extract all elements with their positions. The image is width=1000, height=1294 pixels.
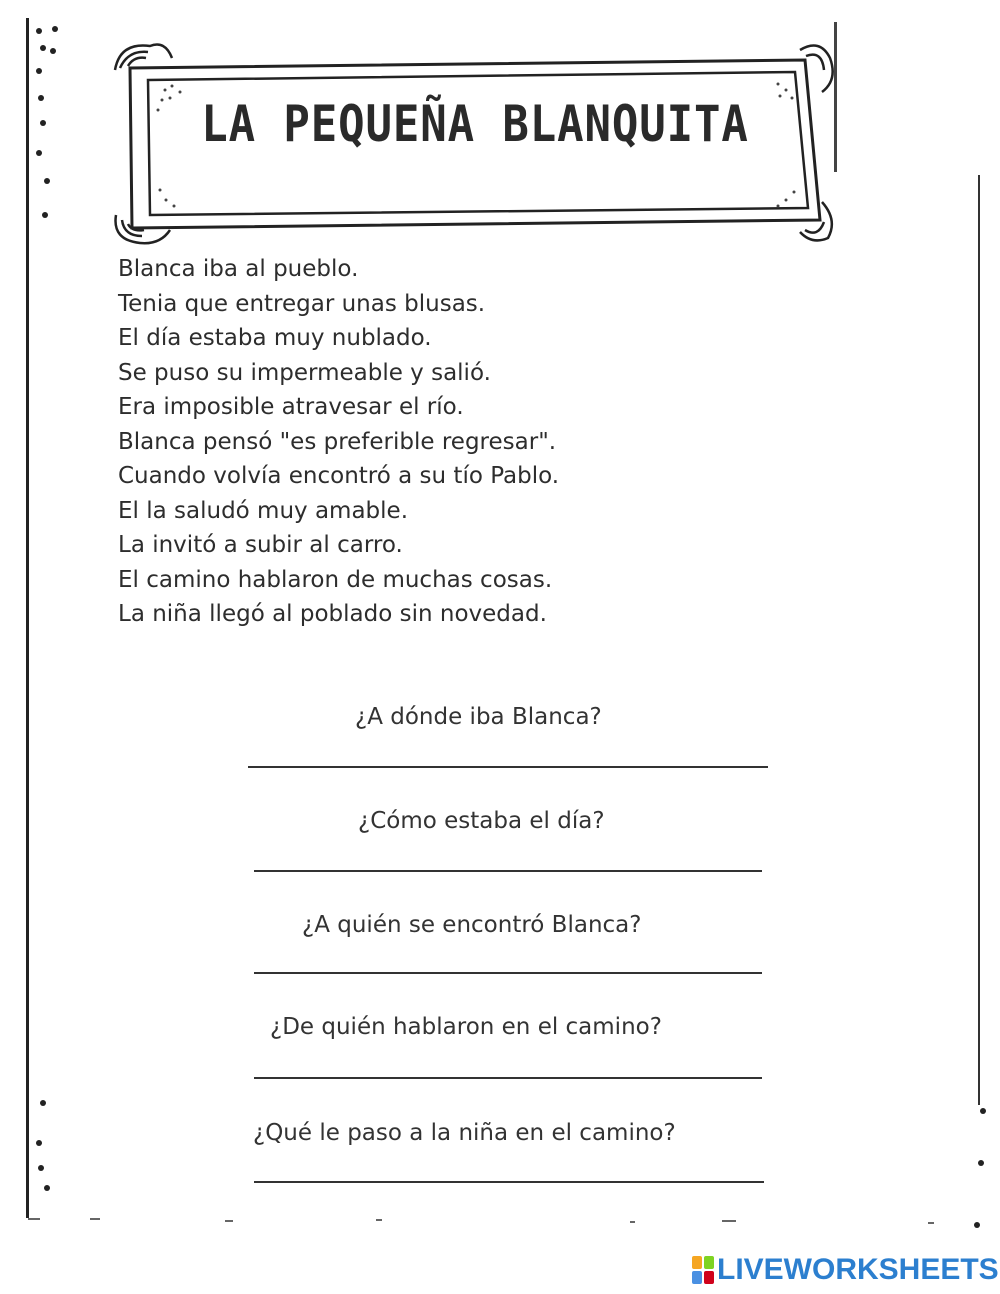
left-border-line <box>26 18 29 1218</box>
right-border-line <box>978 175 980 1105</box>
question-2: ¿Cómo estaba el día? <box>358 808 605 834</box>
question-3: ¿A quién se encontró Blanca? <box>302 912 642 938</box>
answer-line-3[interactable] <box>254 972 762 974</box>
story-line: Era imposible atravesar el río. <box>118 394 464 420</box>
story-line: Se puso su impermeable y salió. <box>118 359 491 386</box>
story-line: El camino hablaron de muchas cosas. <box>118 566 553 593</box>
story-line: La niña llegó al poblado sin novedad. <box>118 601 547 627</box>
liveworksheets-logo <box>692 1253 999 1287</box>
question-4: ¿De quién hablaron en el camino? <box>270 1014 662 1040</box>
story-line: Tenia que entregar unas blusas. <box>118 290 486 317</box>
story-paragraph <box>118 252 918 632</box>
story-line: Cuando volvía encontró a su tío Pablo. <box>118 463 560 489</box>
story-line: El día estaba muy nublado. <box>118 325 432 351</box>
answer-line-2[interactable] <box>254 870 762 872</box>
story-line: La invitó a subir al carro. <box>118 532 403 558</box>
liveworksheets-brand-text: LIVEWORKSHEETS <box>717 1253 999 1286</box>
story-line: Blanca pensó "es preferible regresar". <box>118 428 557 455</box>
question-1: ¿A dónde iba Blanca? <box>355 704 602 730</box>
worksheet-title: LA PEQUEÑA BLANQUITA <box>201 95 749 153</box>
story-line: El la saludó muy amable. <box>118 497 409 524</box>
story-line: Blanca iba al pueblo. <box>118 256 359 282</box>
liveworksheets-logo-icon <box>692 1256 714 1284</box>
answer-line-4[interactable] <box>254 1077 762 1079</box>
answer-line-1[interactable] <box>248 766 768 768</box>
question-5: ¿Qué le paso a la niña en el camino? <box>253 1120 676 1146</box>
answer-line-5[interactable] <box>254 1181 764 1183</box>
